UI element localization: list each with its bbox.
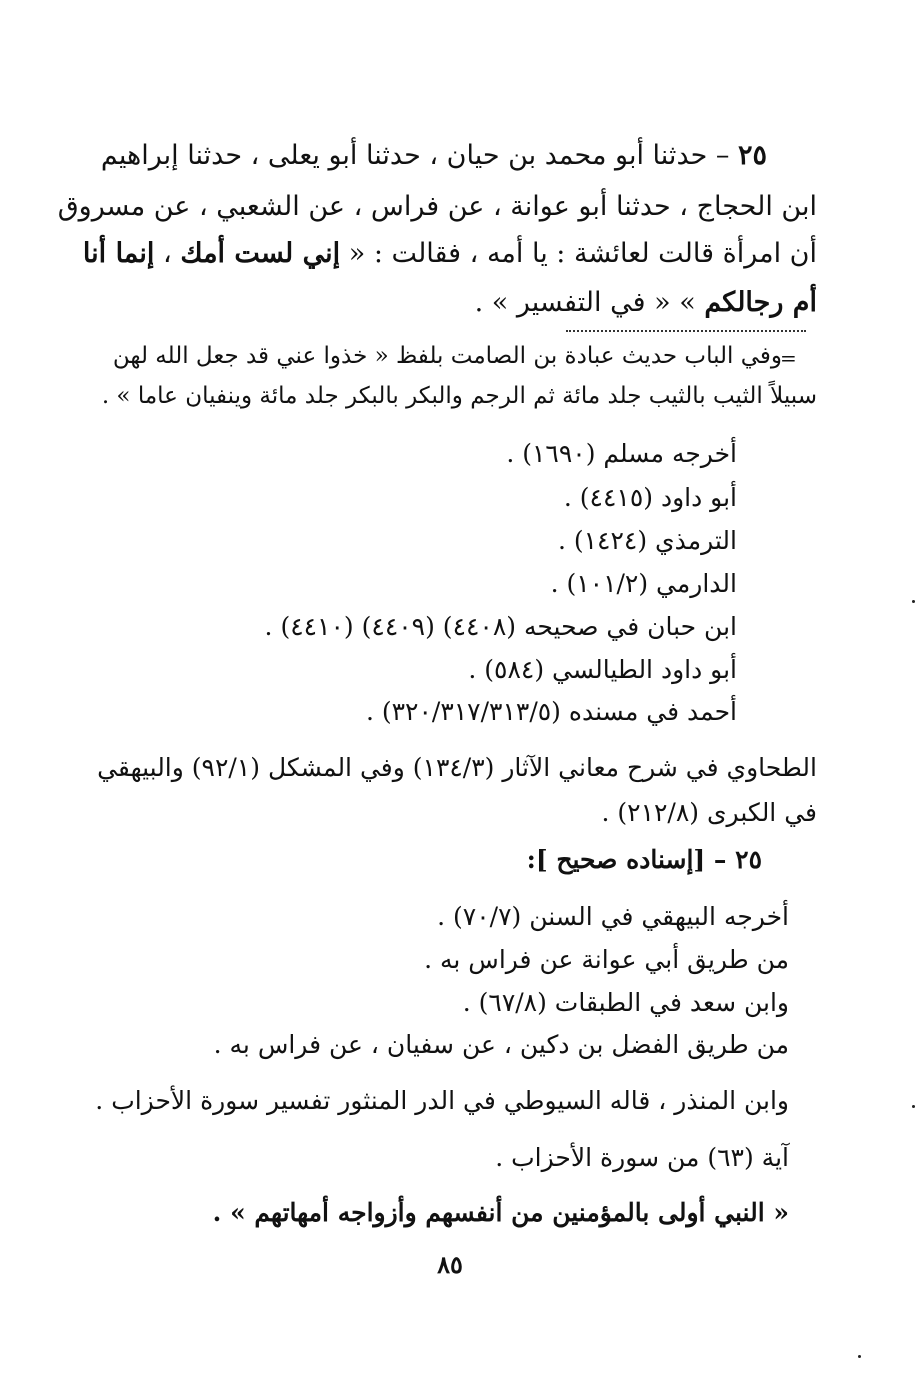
hadith-line-1: [101, 138, 767, 174]
takhrij-item: من طريق الفضل بن دكين ، عن سفيان ، عن فراس به .: [213, 1030, 789, 1059]
hadith-number: ٢٥: [737, 140, 767, 171]
hadith-bold-phrase-1: إني لست أمك: [180, 238, 341, 269]
footnote-divider: [566, 330, 806, 332]
takhrij-item: أبو داود (٤٤١٥) .: [563, 483, 737, 512]
section-label: – [إسناده صحيح ]:: [526, 845, 736, 874]
hadith-line-4: [475, 285, 817, 321]
scan-speck: [858, 1355, 861, 1358]
quran-verse: « النبي أولى بالمؤمنين من أنفسهم وأزواجه أمهاتهم » .: [212, 1198, 789, 1227]
hadith-bold-phrase-2: إنما أنا: [82, 238, 155, 269]
hadith-line-1-text: – حدثنا أبو محمد بن حيان ، حدثنا أبو يعلى ، حدثنا إبراهيم: [100, 140, 738, 171]
hadith-bold-phrase-3: أم رجالكم: [704, 287, 817, 318]
footnote-line-2: سبيلاً الثيب بالثيب جلد مائة ثم الرجم والبكر بالبكر جلد مائة وينفيان عاما » .: [101, 383, 817, 409]
takhrij-item: من طريق أبي عوانة عن فراس به .: [424, 945, 789, 974]
footnote-line-1: وفي الباب حديث عبادة بن الصامت بلفظ « خذوا عني قد جعل الله لهن: [112, 343, 782, 369]
hadith-line-4-text: » « في التفسير » .: [474, 287, 705, 318]
section-heading: [527, 842, 762, 878]
hadith-separator: ،: [154, 238, 181, 269]
hadith-line-2: ابن الحجاج ، حدثنا أبو عوانة ، عن فراس ، عن الشعبي ، عن مسروق: [57, 191, 817, 222]
continuation-mark: =: [780, 346, 797, 370]
hadith-line-3-text: أن امرأة قالت لعائشة : يا أمه ، فقالت : «: [340, 238, 817, 269]
takhrij-item: أخرجه مسلم (١٦٩٠) .: [506, 439, 737, 468]
takhrij-item: الدارمي (١٠١/٢) .: [550, 569, 737, 598]
section-number: ٢٥: [735, 845, 762, 874]
scan-speck: [912, 600, 915, 603]
takhrij-item: أبو داود الطيالسي (٥٨٤) .: [468, 655, 737, 684]
takhrij-item: ابن حبان في صحيحه (٤٤٠٨) (٤٤٠٩) (٤٤١٠) .: [264, 612, 737, 641]
tahawi-line-1: الطحاوي في شرح معاني الآثار (١٣٤/٣) وفي المشكل (٩٢/١) والبيهقي: [97, 753, 817, 782]
takhrij-item: أحمد في مسنده (٣٢٠/٣١٧/٣١٣/٥) .: [365, 697, 737, 726]
hadith-line-3: [83, 236, 817, 272]
tahawi-line-2: في الكبرى (٢١٢/٨) .: [601, 798, 817, 827]
takhrij-item: آية (٦٣) من سورة الأحزاب .: [495, 1143, 789, 1172]
scan-speck: [912, 1105, 915, 1108]
takhrij-item: الترمذي (١٤٢٤) .: [557, 526, 737, 555]
page-number: ٨٥: [437, 1250, 463, 1279]
takhrij-item: وابن المنذر ، قاله السيوطي في الدر المنثور تفسير سورة الأحزاب .: [95, 1086, 789, 1115]
takhrij-item: أخرجه البيهقي في السنن (٧٠/٧) .: [437, 902, 789, 931]
takhrij-item: وابن سعد في الطبقات (٦٧/٨) .: [462, 988, 789, 1017]
